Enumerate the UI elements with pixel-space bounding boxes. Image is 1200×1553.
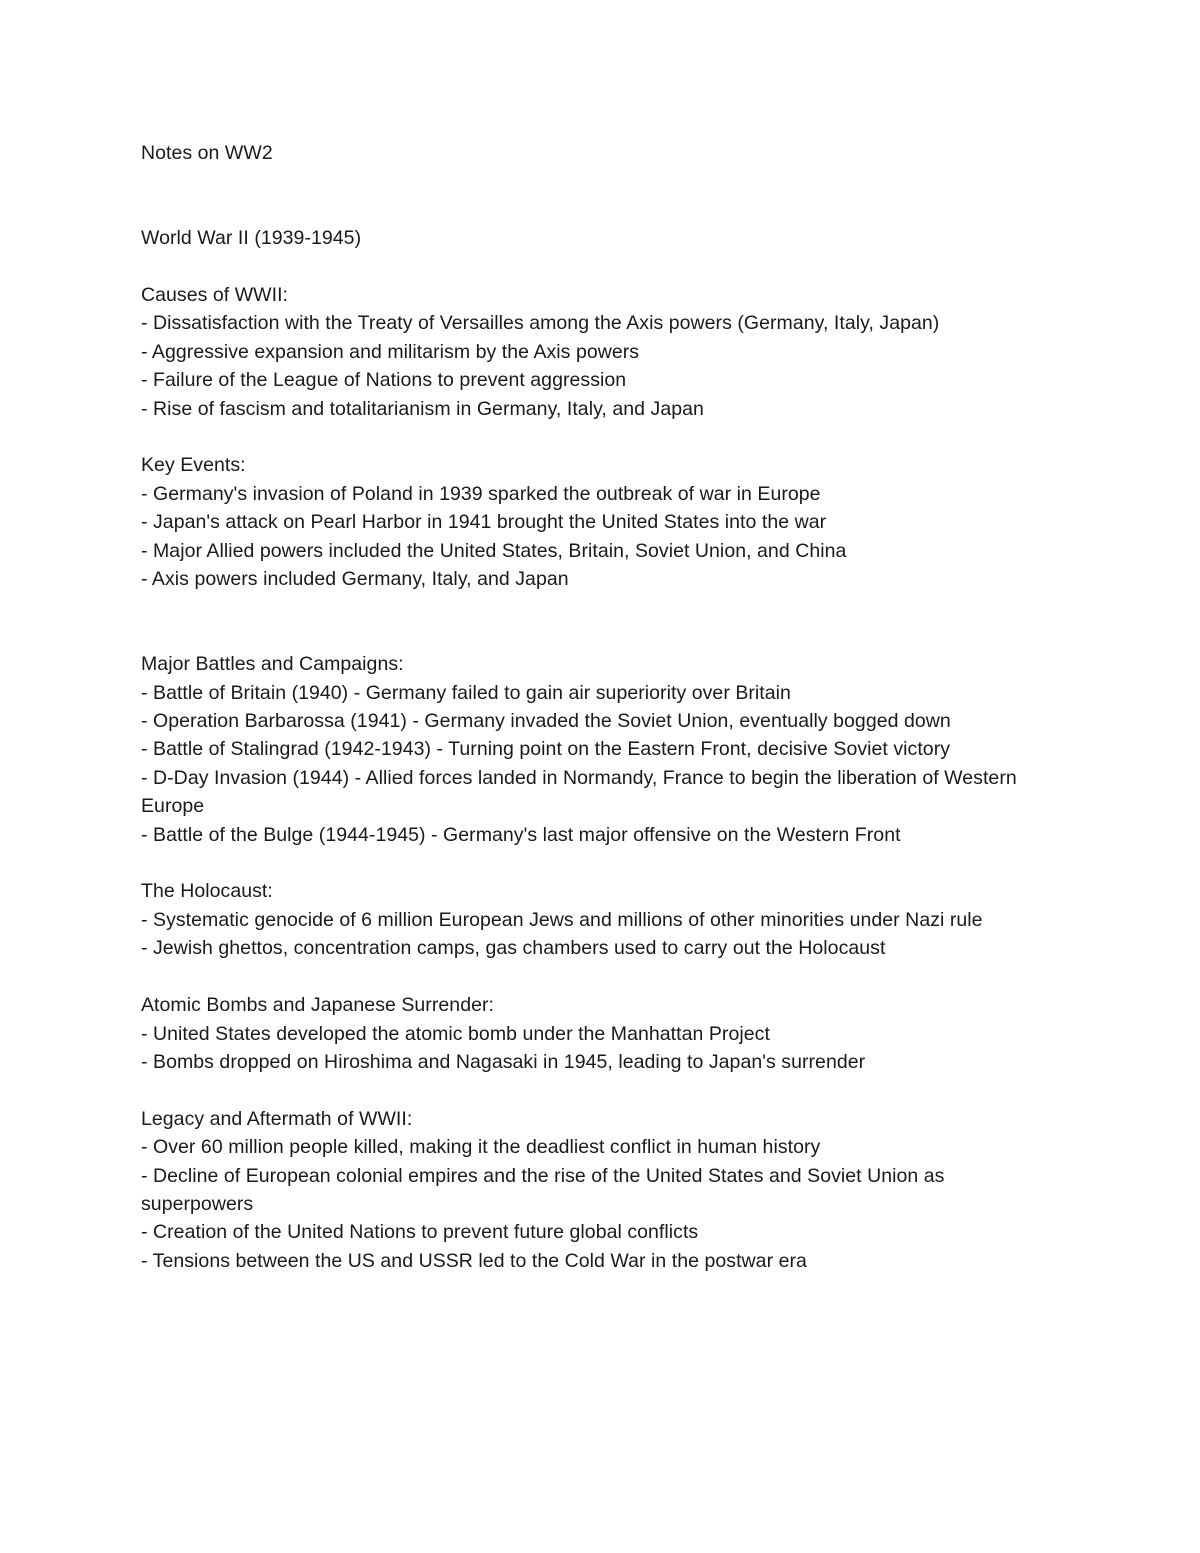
list-item: - Over 60 million people killed, making it the deadliest conflict in human history (141, 1136, 821, 1159)
list-item: - Battle of Britain (1940) - Germany failed to gain air superiority over Britain (141, 681, 791, 704)
doc-title: Notes on WW2 (141, 142, 273, 164)
list-item: - Dissatisfaction with the Treaty of Versailles among the Axis powers (Germany, Italy, Japan) (141, 312, 940, 335)
spacer (141, 167, 1061, 224)
spacer (141, 963, 1061, 991)
list-item: - Aggressive expansion and militarism by the Axis powers (141, 340, 640, 363)
list-item: - Battle of the Bulge (1944-1945) - Germany's last major offensive on the Western Front (141, 823, 901, 846)
list-item: - Jewish ghettos, concentration camps, gas chambers used to carry out the Holocaust (141, 937, 886, 960)
spacer (141, 253, 1061, 281)
section-heading: Key Events: (141, 454, 246, 477)
section-major-battles (141, 650, 1061, 849)
list-item: - Rise of fascism and totalitarianism in Germany, Italy, and Japan (141, 397, 704, 420)
list-item: - Failure of the League of Nations to prevent aggression (141, 369, 627, 392)
list-item: - Creation of the United Nations to prevent future global conflicts (141, 1221, 699, 1244)
section-heading: Atomic Bombs and Japanese Surrender: (141, 994, 494, 1017)
section-legacy (141, 1105, 1061, 1275)
list-item: - Tensions between the US and USSR led to the Cold War in the postwar era (141, 1249, 807, 1272)
section-key-events (141, 451, 1061, 593)
list-item: - Bombs dropped on Hiroshima and Nagasaki in 1945, leading to Japan's surrender (141, 1050, 866, 1073)
list-item: - Major Allied powers included the United States, Britain, Soviet Union, and China (141, 539, 847, 562)
list-item: - Germany's invasion of Poland in 1939 sparked the outbreak of war in Europe (141, 482, 821, 505)
section-heading: Major Battles and Campaigns: (141, 653, 404, 676)
list-item: - Axis powers included Germany, Italy, and Japan (141, 568, 569, 591)
spacer (141, 423, 1061, 451)
section-heading: Legacy and Aftermath of WWII: (141, 1107, 413, 1130)
list-item: - Operation Barbarossa (1941) - Germany invaded the Soviet Union, eventually bogged down (141, 710, 951, 733)
list-item: - Decline of European colonial empires and the rise of the United States and Soviet Union as superpowers (141, 1164, 950, 1215)
list-item: - Japan's attack on Pearl Harbor in 1941 brought the United States into the war (141, 511, 827, 534)
section-heading: The Holocaust: (141, 880, 273, 903)
section-atomic-bombs (141, 991, 1061, 1076)
spacer (141, 849, 1061, 877)
doc-subtitle: World War II (1939-1945) (141, 227, 362, 250)
list-item: - United States developed the atomic bomb under the Manhattan Project (141, 1022, 770, 1045)
spacer (141, 593, 1061, 650)
document-page (141, 139, 1061, 1275)
list-item: - Battle of Stalingrad (1942-1943) - Turning point on the Eastern Front, decisive Soviet victory (141, 738, 951, 761)
list-item: - D-Day Invasion (1944) - Allied forces landed in Normandy, France to begin the liberation of Western Europe (141, 766, 1023, 818)
spacer (141, 1076, 1061, 1104)
section-causes (141, 281, 1061, 423)
section-holocaust (141, 877, 1061, 962)
section-heading: Causes of WWII: (141, 284, 289, 306)
list-item: - Systematic genocide of 6 million European Jews and millions of other minorities under Nazi rule (141, 908, 983, 931)
